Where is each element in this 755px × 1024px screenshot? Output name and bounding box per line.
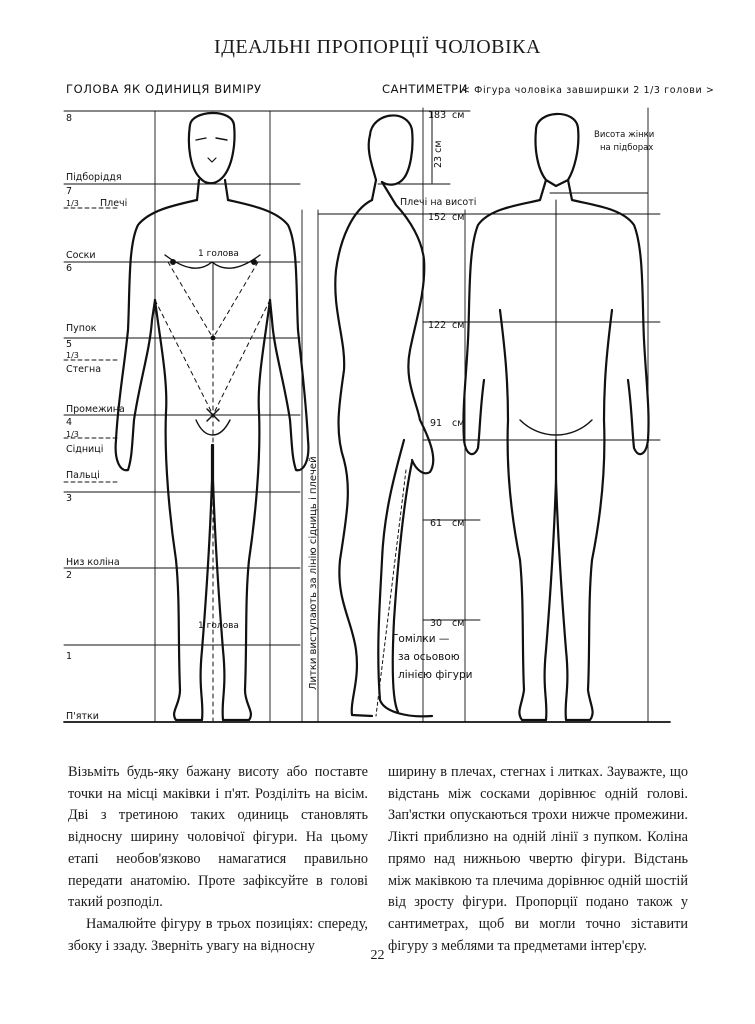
back-figure <box>463 114 648 720</box>
label-crotch: Промежина <box>66 404 125 415</box>
head-unit-caption: ГОЛОВА ЯК ОДИНИЦЯ ВИМІРУ <box>66 82 262 96</box>
label-navel: Пупок <box>66 323 97 334</box>
cm-183: 183 <box>428 110 447 121</box>
label-shoulders: Плечі <box>100 198 128 209</box>
cm-30: 30 <box>430 618 443 629</box>
scale-3: 3 <box>66 493 73 504</box>
scale-6: 6 <box>66 263 73 274</box>
label-hips: Стегна <box>66 364 102 375</box>
scale-third-2: 1/3 <box>66 351 79 360</box>
one-head-legs-label: 1 голова <box>198 621 239 631</box>
woman-height-line-2: на підборах <box>600 143 654 153</box>
label-chin: Підборіддя <box>66 172 122 183</box>
shins-note-line-2: за осьовою <box>398 651 460 663</box>
cm-61: 61 <box>430 518 443 529</box>
cm-23-label: 23 см <box>433 140 444 168</box>
cm-183-unit: см <box>452 110 465 121</box>
label-nipples: Соски <box>66 250 96 261</box>
right-column <box>388 762 688 957</box>
paragraph-3: ширину в плечах, стегнах і литках. Зауважте, що відстань між сосками дорівнює одній голові. Зап'ястки опускаються трохи нижче промежини. Лікті приблизно на одній лінії з пупком. Коліна прямо над нижньою чвертю фігури. Відстань між маківкою та плечима дорівнює одній шостій від зросту фігури. Пропорції подано також у сантиметрах, щоб ви могли точно зіставити фігуру з меблями та предметами інтер'єру. <box>388 764 688 954</box>
one-head-chest-label: 1 голова <box>198 249 239 259</box>
scale-7: 7 <box>66 186 73 197</box>
cm-152: 152 <box>428 212 447 223</box>
calves-note: Литки виступають за лінію сідниць і плечей <box>308 456 319 690</box>
cm-91-unit: см <box>452 418 465 429</box>
cm-30-unit: см <box>452 618 465 629</box>
cm-152-unit: см <box>452 212 465 223</box>
shoulder-level-label: Плечі на висоті <box>400 197 477 208</box>
centimeters-caption: САНТИМЕТРИ <box>382 82 468 96</box>
cm-scale-lines <box>318 184 660 620</box>
scale-8: 8 <box>66 113 73 124</box>
page-number: 22 <box>370 948 385 963</box>
scale-third-1: 1/3 <box>66 199 79 208</box>
figure-width-caption: < Фігура чоловіка завширшки 2 1/3 голови > <box>462 85 715 96</box>
cm-61-unit: см <box>452 518 465 529</box>
shins-note-line-1: Гомілки — <box>392 633 450 645</box>
cm-122-unit: см <box>452 320 465 331</box>
scale-5: 5 <box>66 339 73 350</box>
proportions-illustration <box>60 100 680 730</box>
page-title: ІДЕАЛЬНІ ПРОПОРЦІЇ ЧОЛОВІКА <box>214 36 541 58</box>
label-buttocks: Сідниці <box>66 444 104 455</box>
cm-122: 122 <box>428 320 447 331</box>
label-below-knee: Низ коліна <box>66 557 120 568</box>
label-heels: П'ятки <box>66 711 99 722</box>
woman-height-line-1: Висота жінки <box>594 130 655 140</box>
scale-1: 1 <box>66 651 73 662</box>
scale-4: 4 <box>66 417 73 428</box>
label-fingers: Пальці <box>66 470 100 481</box>
cm-91: 91 <box>430 418 443 429</box>
paragraph-1: Візьміть будь-яку бажану висоту або поставте точки на місці маківки і п'ят. Розділіть на вісім. Дві з третиною таких одиниць становлять відносну ширину чоловічої фігури. На цьому етапі необов'язково намагатися правильно передати анатомію. Проте зафіксуйте в голові такий розподіл. <box>68 764 368 911</box>
shins-note-line-3: лінією фігури <box>398 669 473 681</box>
scale-third-3: 1/3 <box>66 430 79 439</box>
scale-2: 2 <box>66 570 73 581</box>
left-column <box>68 762 368 957</box>
paragraph-2: Намалюйте фігуру в трьох позиціях: спереду, збоку і ззаду. Зверніть увагу на відносну <box>68 915 368 954</box>
